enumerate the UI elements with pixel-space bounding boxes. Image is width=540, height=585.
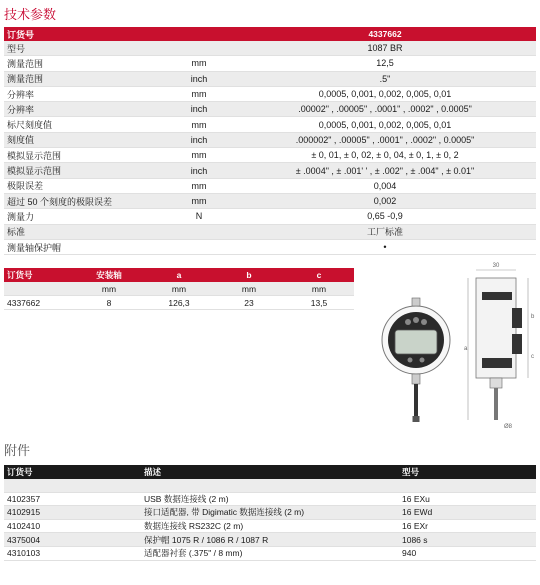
dims-unit: mm bbox=[171, 283, 187, 294]
dims-cell-b: 23 bbox=[244, 297, 254, 308]
spec-label: 测量范围 bbox=[7, 58, 44, 69]
dims-cell-a: 126,3 bbox=[168, 297, 190, 308]
acc-order: 4102915 bbox=[7, 507, 41, 518]
spec-unit: inch bbox=[190, 165, 208, 176]
spec-row bbox=[4, 72, 536, 87]
spec-row bbox=[4, 102, 536, 117]
acc-desc: 数据连接线 RS232C (2 m) bbox=[144, 521, 244, 532]
spec-row bbox=[4, 117, 536, 132]
spec-value: 1087 BR bbox=[367, 43, 403, 54]
spec-row bbox=[4, 194, 536, 209]
spec-unit: mm bbox=[191, 119, 207, 130]
spec-label: 测量范围 bbox=[7, 74, 44, 85]
dims-header-order: 订货号 bbox=[7, 270, 33, 280]
spec-row bbox=[4, 56, 536, 71]
dims-units-row bbox=[4, 282, 354, 296]
acc-desc: USB 数据连接线 (2 m) bbox=[144, 493, 229, 504]
dims-table bbox=[4, 268, 354, 310]
spec-row bbox=[4, 41, 536, 56]
spec-value: ± 0, 01, ± 0, 02, ± 0, 04, ± 0, 1, ± 0, 2 bbox=[311, 150, 459, 161]
dims-cell-c: 13,5 bbox=[310, 297, 328, 308]
dims-unit: mm bbox=[241, 283, 257, 294]
spec-row bbox=[4, 209, 536, 224]
spec-unit: mm bbox=[191, 89, 207, 100]
dims-cell-shaft: 8 bbox=[106, 297, 112, 308]
spec-value: 0,004 bbox=[373, 180, 397, 191]
spec-row bbox=[4, 163, 536, 178]
dim-label-b: b bbox=[531, 314, 535, 320]
spec-unit: mm bbox=[191, 58, 207, 69]
accessory-row bbox=[4, 547, 536, 561]
spec-label: 分辨率 bbox=[7, 89, 35, 100]
spec-unit: inch bbox=[190, 134, 208, 145]
spec-unit: N bbox=[195, 211, 203, 222]
spec-value: 0,65 -0,9 bbox=[367, 211, 403, 222]
spec-label: 测量力 bbox=[7, 211, 35, 222]
accessories-table bbox=[4, 465, 536, 561]
acc-header-model: 型号 bbox=[402, 467, 420, 477]
spec-row bbox=[4, 225, 536, 240]
dim-label-c: c bbox=[531, 354, 534, 360]
spec-label: 标尺刻度值 bbox=[7, 120, 53, 131]
section-title-accessories: 附件 bbox=[4, 443, 31, 458]
spec-unit: inch bbox=[190, 73, 208, 84]
dims-header-shaft: 安装轴 bbox=[96, 270, 122, 280]
spec-value: 0,0005, 0,001, 0,002, 0,005, 0,01 bbox=[318, 89, 452, 100]
spec-value: 0,002 bbox=[373, 196, 397, 207]
spec-unit: mm bbox=[191, 196, 207, 207]
spec-table-header bbox=[4, 27, 536, 41]
spec-row bbox=[4, 133, 536, 148]
spec-value: • bbox=[383, 242, 387, 252]
acc-desc: 接口适配器, 带 Digimatic 数据连接线 (2 m) bbox=[144, 507, 305, 518]
spec-value: 12,5 bbox=[376, 58, 394, 69]
spec-value: .00002" , .00005" , .0001" , .0002" , 0.0005" bbox=[298, 104, 472, 115]
acc-model: 16 EWd bbox=[402, 507, 433, 518]
acc-header-order: 订货号 bbox=[7, 467, 33, 477]
spec-label: 刻度值 bbox=[7, 135, 35, 146]
spec-label: 超过 50 个刻度的极限误差 bbox=[7, 196, 113, 207]
acc-order: 4375004 bbox=[7, 534, 41, 545]
spec-value: ± .0004" , ± .001' ' , ± .002" , ± .004" , ± 0.01" bbox=[295, 165, 475, 176]
dims-unit: mm bbox=[101, 283, 117, 294]
acc-desc: 适配器衬套 (.375" / 8 mm) bbox=[144, 548, 243, 559]
acc-model: 16 EXu bbox=[402, 493, 430, 504]
acc-model: 1086 s bbox=[402, 534, 428, 545]
acc-header-desc: 描述 bbox=[144, 467, 162, 477]
spec-row bbox=[4, 240, 536, 255]
dial-indicator-drawing bbox=[372, 258, 538, 430]
spec-header-label: 订货号 bbox=[7, 29, 35, 40]
dim-label-a: a bbox=[464, 346, 468, 352]
spec-unit: inch bbox=[190, 104, 208, 115]
dims-data-row bbox=[4, 296, 354, 310]
dim-label-top: 30 bbox=[492, 263, 500, 269]
accessory-row bbox=[4, 533, 536, 547]
spec-value: 0,0005, 0,001, 0,002, 0,005, 0,01 bbox=[318, 119, 452, 130]
spec-label: 分辨率 bbox=[7, 104, 35, 115]
section-title-tech-params: 技术参数 bbox=[4, 7, 57, 22]
spec-label: 型号 bbox=[7, 43, 26, 54]
dim-label-bottom: Ø8 bbox=[504, 424, 513, 430]
dims-unit: mm bbox=[311, 283, 327, 294]
accessories-table-header bbox=[4, 465, 536, 479]
spec-value: 工厂标准 bbox=[366, 227, 403, 238]
spec-label: 测量轴保护帽 bbox=[7, 242, 62, 253]
acc-model: 940 bbox=[402, 548, 417, 559]
acc-order: 4310103 bbox=[7, 548, 41, 559]
dims-cell-order: 4337662 bbox=[7, 297, 41, 308]
accessory-row bbox=[4, 506, 536, 520]
spec-label: 标准 bbox=[7, 227, 26, 238]
spec-unit: mm bbox=[191, 180, 207, 191]
spec-label: 模拟显示范围 bbox=[7, 166, 62, 177]
accessory-row bbox=[4, 493, 536, 507]
dims-header-a: a bbox=[176, 270, 182, 280]
acc-desc: 保护帽 1075 R / 1086 R / 1087 R bbox=[144, 534, 269, 545]
dims-table-header bbox=[4, 268, 354, 282]
spec-table bbox=[4, 27, 536, 255]
spec-label: 极限误差 bbox=[7, 181, 44, 192]
side-view bbox=[464, 263, 535, 430]
accessory-row bbox=[4, 479, 536, 493]
spec-row bbox=[4, 179, 536, 194]
acc-model: 16 EXr bbox=[402, 521, 428, 532]
acc-order: 4102357 bbox=[7, 493, 41, 504]
accessory-row bbox=[4, 520, 536, 534]
front-view bbox=[382, 298, 450, 422]
dims-header-b: b bbox=[246, 270, 252, 280]
acc-order: 4102410 bbox=[7, 521, 41, 532]
spec-row bbox=[4, 148, 536, 163]
dims-header-c: c bbox=[316, 270, 322, 280]
spec-value: .5" bbox=[379, 73, 391, 84]
spec-header-value: 4337662 bbox=[368, 29, 402, 39]
spec-unit: mm bbox=[191, 150, 207, 161]
spec-row bbox=[4, 87, 536, 102]
spec-value: .000002" , .00005" , .0001" , .0002" , 0.0005" bbox=[295, 134, 475, 145]
spec-label: 模拟显示范围 bbox=[7, 150, 62, 161]
